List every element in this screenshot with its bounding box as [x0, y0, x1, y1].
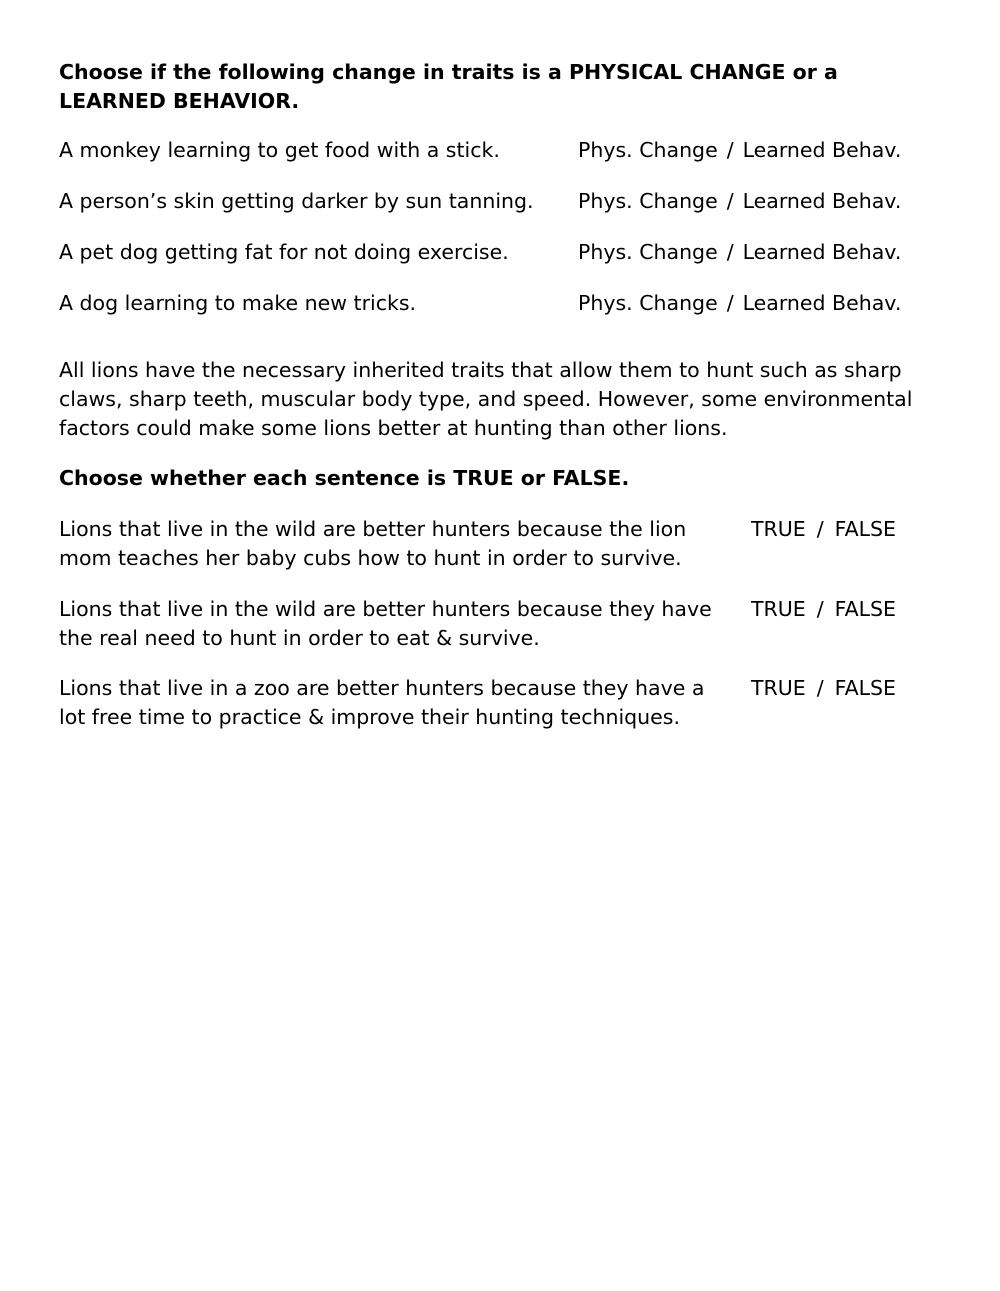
- option-true[interactable]: TRUE: [751, 597, 806, 621]
- option-false[interactable]: FALSE: [834, 597, 896, 621]
- option-learned-behav[interactable]: Learned Behav.: [742, 189, 902, 213]
- choice-separator: /: [816, 597, 824, 621]
- option-true[interactable]: TRUE: [751, 676, 806, 700]
- item-statement: A monkey learning to get food with a stick.: [59, 138, 500, 162]
- option-phys-change[interactable]: Phys. Change: [578, 240, 718, 264]
- answer-choices: [578, 186, 901, 216]
- section2-instruction: Choose whether each sentence is TRUE or FALSE.: [59, 466, 630, 490]
- change-item-3: [59, 237, 919, 267]
- change-item-4: [59, 288, 919, 318]
- option-phys-change[interactable]: Phys. Change: [578, 138, 718, 162]
- answer-choices: [751, 595, 896, 624]
- answer-choices: [751, 515, 896, 544]
- section1-instruction: Choose if the following change in traits is a PHYSICAL CHANGE or a LEARNED BEHAVIOR.: [59, 60, 838, 113]
- change-item-2: [59, 186, 919, 216]
- lions-paragraph: All lions have the necessary inherited traits that allow them to hunt such as sharp claws, sharp teeth, muscular body type, and speed. However, some environmental factors could make some lions better at hunting than other lions.: [59, 358, 913, 440]
- option-true[interactable]: TRUE: [751, 517, 806, 541]
- answer-choices: [578, 288, 901, 318]
- answer-choices: [578, 237, 901, 267]
- option-learned-behav[interactable]: Learned Behav.: [742, 291, 902, 315]
- change-item-1: [59, 135, 919, 165]
- item-statement: Lions that live in the wild are better hunters because they have the real need to hunt in order to eat & survive.: [59, 597, 712, 650]
- answer-choices: [751, 674, 896, 703]
- item-statement: Lions that live in a zoo are better hunters because they have a lot free time to practice & improve their hunting techniques.: [59, 676, 705, 729]
- option-learned-behav[interactable]: Learned Behav.: [742, 240, 902, 264]
- item-statement: A person’s skin getting darker by sun tanning.: [59, 189, 534, 213]
- option-false[interactable]: FALSE: [834, 676, 896, 700]
- item-statement: A dog learning to make new tricks.: [59, 291, 417, 315]
- choice-separator: /: [726, 240, 734, 264]
- choice-separator: /: [726, 138, 734, 162]
- choice-separator: /: [726, 189, 734, 213]
- option-false[interactable]: FALSE: [834, 517, 896, 541]
- option-phys-change[interactable]: Phys. Change: [578, 291, 718, 315]
- item-statement: Lions that live in the wild are better hunters because the lion mom teaches her baby cubs how to hunt in order to survive.: [59, 517, 687, 570]
- option-phys-change[interactable]: Phys. Change: [578, 189, 718, 213]
- answer-choices: [578, 135, 901, 165]
- choice-separator: /: [816, 517, 824, 541]
- choice-separator: /: [726, 291, 734, 315]
- item-statement: A pet dog getting fat for not doing exercise.: [59, 240, 509, 264]
- choice-separator: /: [816, 676, 824, 700]
- option-learned-behav[interactable]: Learned Behav.: [742, 138, 902, 162]
